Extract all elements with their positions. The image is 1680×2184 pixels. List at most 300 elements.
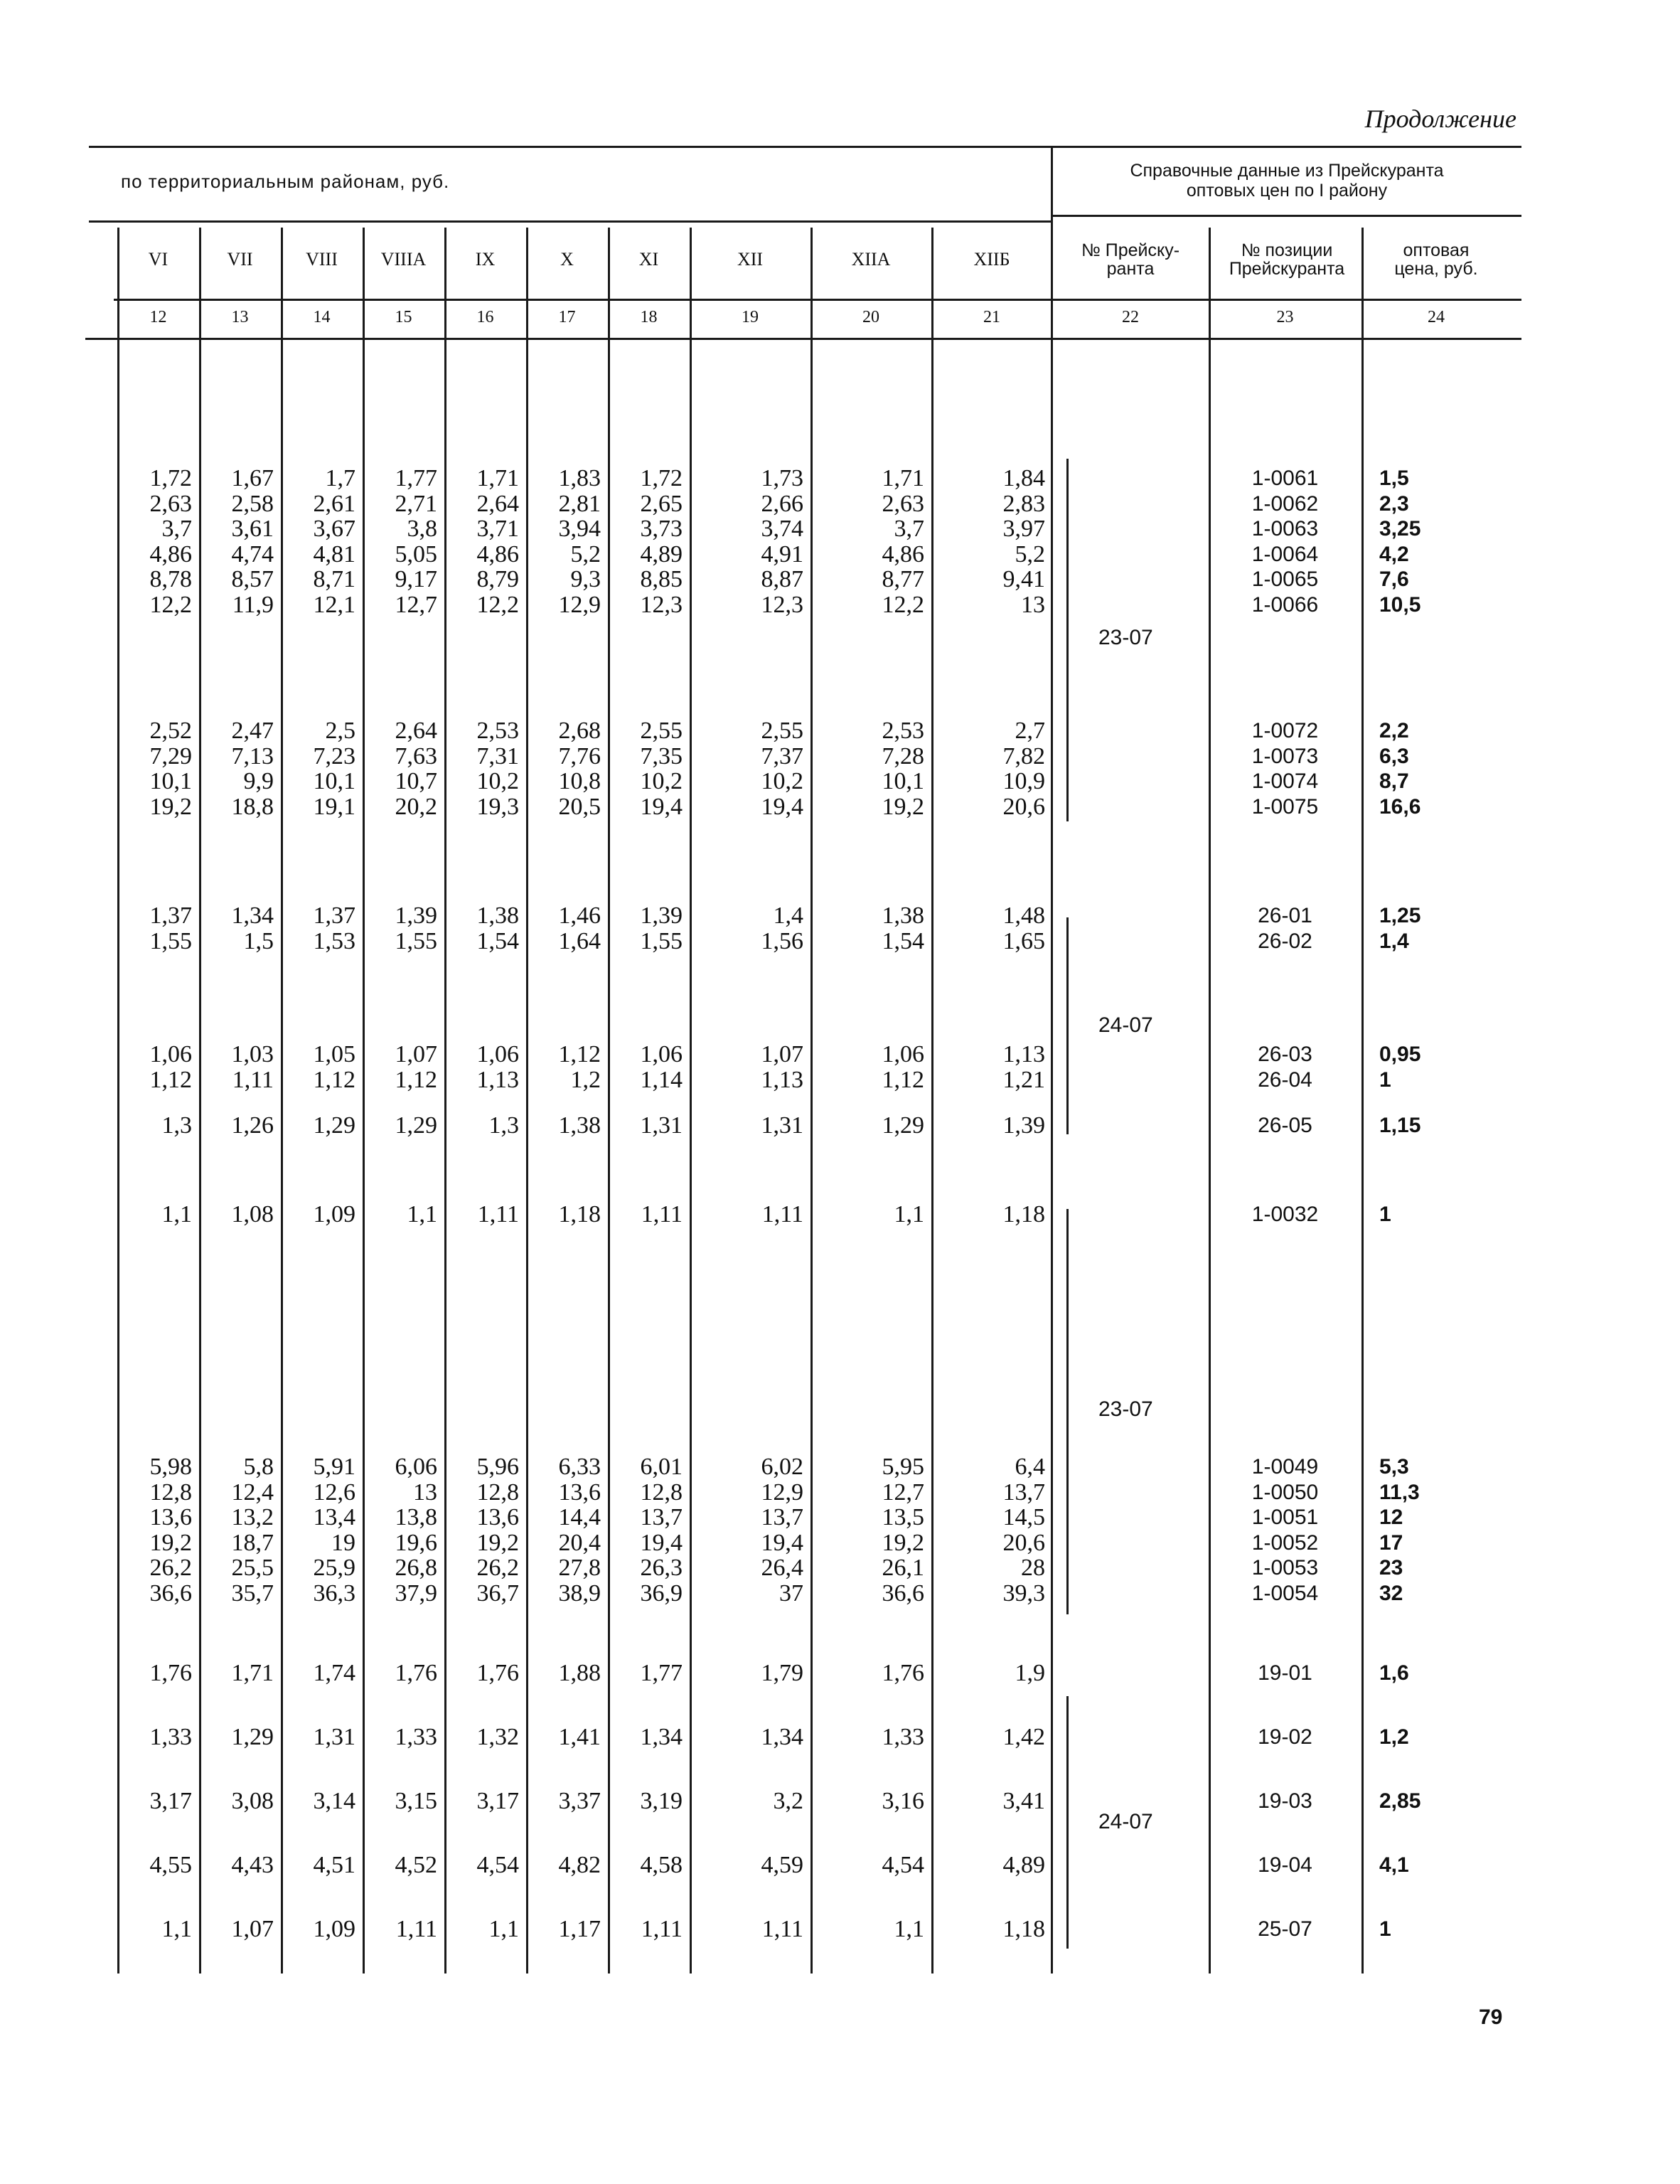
table-cell: 1,42 xyxy=(1002,1724,1045,1750)
table-cell: 1,12 xyxy=(882,1066,924,1093)
table-cell: 19,4 xyxy=(761,793,803,820)
table-cell: 3,17 xyxy=(476,1788,519,1814)
brace-1 xyxy=(1066,459,1076,821)
table-cell: 13,6 xyxy=(558,1479,601,1506)
table-cell: 1,71 xyxy=(231,1660,274,1686)
table-cell: 1,18 xyxy=(1002,1916,1045,1942)
table-cell: 1,11 xyxy=(761,1201,803,1227)
table-cell: 3,97 xyxy=(1002,516,1045,542)
table-cell: 12,2 xyxy=(149,591,192,618)
table-cell: 7,28 xyxy=(882,742,924,769)
table-cell: 13 xyxy=(413,1479,437,1506)
position-cell: 19-03 xyxy=(1258,1789,1312,1813)
table-cell: 7,31 xyxy=(476,742,519,769)
table-cell: 19,1 xyxy=(313,793,355,820)
table-cell: 1,41 xyxy=(558,1724,601,1750)
table-cell: 19,4 xyxy=(761,1529,803,1556)
table-cell: 6,02 xyxy=(761,1454,803,1480)
brace-3 xyxy=(1066,1209,1076,1614)
table-cell: 1,29 xyxy=(882,1112,924,1139)
position-cell: 1-0061 xyxy=(1251,467,1319,490)
table-cell: 19 xyxy=(331,1529,355,1556)
table-cell: 1,9 xyxy=(1015,1660,1045,1686)
table-cell: 19,2 xyxy=(476,1529,519,1556)
table-cell: 2,58 xyxy=(231,490,274,517)
table-cell: 2,83 xyxy=(1002,490,1045,517)
table-cell: 2,65 xyxy=(640,490,683,517)
table-cell: 1,06 xyxy=(640,1041,683,1067)
price-cell: 1,5 xyxy=(1379,467,1409,490)
table-cell: 8,71 xyxy=(313,566,355,592)
table-cell: 10,2 xyxy=(640,768,683,794)
table-cell: 6,01 xyxy=(640,1454,683,1480)
table-cell: 13,2 xyxy=(231,1504,274,1530)
table-cell: 1,11 xyxy=(641,1916,683,1942)
price-cell: 2,2 xyxy=(1379,719,1409,742)
position-cell: 1-0072 xyxy=(1251,719,1319,742)
table-cell: 1,34 xyxy=(761,1724,803,1750)
col-header-15: VIIIA xyxy=(380,249,427,270)
col-number-18: 18 xyxy=(640,308,658,326)
table-cell: 37 xyxy=(779,1580,803,1607)
table-cell: 14,4 xyxy=(558,1504,601,1530)
table-cell: 1,31 xyxy=(313,1724,355,1750)
column-rule xyxy=(444,228,446,1973)
table-cell: 2,53 xyxy=(882,718,924,744)
table-cell: 5,8 xyxy=(243,1454,274,1480)
col-header-17: X xyxy=(560,249,574,270)
table-cell: 6,4 xyxy=(1015,1454,1045,1480)
table-cell: 4,74 xyxy=(231,540,274,568)
column-rule xyxy=(608,228,610,1973)
table-cell: 26,4 xyxy=(761,1555,803,1581)
table-cell: 1,37 xyxy=(149,902,192,929)
table-cell: 1,55 xyxy=(640,927,683,954)
position-cell: 1-0052 xyxy=(1251,1530,1319,1555)
position-cell: 1-0064 xyxy=(1251,542,1319,566)
table-cell: 1,11 xyxy=(641,1201,683,1227)
table-cell: 4,86 xyxy=(476,540,519,568)
column-rule xyxy=(526,228,528,1973)
table-cell: 5,2 xyxy=(570,540,601,568)
table-cell: 1,38 xyxy=(882,902,924,929)
column-rule xyxy=(690,228,692,1973)
table-cell: 36,3 xyxy=(313,1580,355,1607)
table-cell: 6,33 xyxy=(558,1454,601,1480)
table-cell: 13,7 xyxy=(1002,1479,1045,1506)
table-cell: 13,4 xyxy=(313,1504,355,1530)
table-cell: 12,8 xyxy=(476,1479,519,1506)
table-cell: 4,54 xyxy=(476,1852,519,1878)
table-cell: 1,13 xyxy=(476,1066,519,1093)
table-cell: 1,77 xyxy=(640,1660,683,1686)
col-number-14: 14 xyxy=(313,308,331,326)
table-cell: 1,1 xyxy=(407,1201,437,1227)
table-cell: 3,67 xyxy=(313,516,355,542)
table-cell: 18,7 xyxy=(231,1529,274,1556)
table-cell: 19,4 xyxy=(640,1529,683,1556)
position-cell: 26-02 xyxy=(1258,929,1312,953)
table-cell: 20,5 xyxy=(558,793,601,820)
position-cell: 26-03 xyxy=(1258,1043,1312,1066)
table-cell: 1,48 xyxy=(1002,902,1045,929)
table-cell: 19,2 xyxy=(149,1529,192,1556)
table-cell: 1,12 xyxy=(395,1066,437,1093)
table-cell: 12,3 xyxy=(640,591,683,618)
table-cell: 13,5 xyxy=(882,1504,924,1530)
table-cell: 1,13 xyxy=(761,1066,803,1093)
table-cell: 3,15 xyxy=(395,1788,437,1814)
column-rule xyxy=(117,228,119,1973)
table-cell: 8,87 xyxy=(761,566,803,592)
position-cell: 1-0050 xyxy=(1251,1480,1319,1504)
continuation-label: Продолжение xyxy=(1364,105,1516,133)
table-cell: 4,91 xyxy=(761,540,803,568)
table-cell: 3,71 xyxy=(476,516,519,542)
col-header-19: XII xyxy=(737,249,764,270)
table-cell: 38,9 xyxy=(558,1580,601,1607)
right-header-title-1: Справочные данные из Прейскуранта xyxy=(1130,161,1444,181)
table-cell: 2,68 xyxy=(558,718,601,744)
table-cell: 1,06 xyxy=(882,1041,924,1067)
col-header-14: VIII xyxy=(306,249,338,270)
table-cell: 1,12 xyxy=(558,1041,601,1067)
price-cell: 5,3 xyxy=(1379,1455,1409,1479)
table-cell: 10,1 xyxy=(313,768,355,794)
table-cell: 1,54 xyxy=(882,927,924,954)
table-cell: 2,52 xyxy=(149,718,192,744)
position-cell: 19-04 xyxy=(1258,1853,1312,1877)
price-cell: 1,4 xyxy=(1379,929,1409,953)
position-cell: 1-0073 xyxy=(1251,744,1319,768)
table-cell: 5,96 xyxy=(476,1454,519,1480)
table-cell: 8,78 xyxy=(149,566,192,592)
table-cell: 35,7 xyxy=(231,1580,274,1607)
table-cell: 1,09 xyxy=(313,1916,355,1942)
table-cell: 2,47 xyxy=(231,718,274,744)
table-cell: 1,4 xyxy=(773,902,803,929)
col-number-13: 13 xyxy=(231,308,249,326)
table-cell: 3,7 xyxy=(894,516,924,542)
price-cell: 32 xyxy=(1379,1581,1403,1605)
table-cell: 2,64 xyxy=(476,490,519,517)
table-cell: 1,26 xyxy=(231,1112,274,1139)
table-cell: 1,07 xyxy=(761,1041,803,1067)
col-23-header-2: Прейскуранта xyxy=(1229,259,1345,279)
col-number-17: 17 xyxy=(558,308,576,326)
table-cell: 10,8 xyxy=(558,768,601,794)
table-cell: 1,53 xyxy=(313,927,355,954)
table-cell: 1,1 xyxy=(488,1916,519,1942)
table-cell: 19,2 xyxy=(882,1529,924,1556)
col-header-13: VII xyxy=(227,249,253,270)
table-cell: 1,1 xyxy=(161,1201,192,1227)
table-cell: 1,38 xyxy=(476,902,519,929)
table-cell: 25,5 xyxy=(231,1555,274,1581)
position-cell: 1-0054 xyxy=(1251,1581,1319,1605)
table-cell: 1,18 xyxy=(558,1201,601,1227)
table-cell: 20,6 xyxy=(1002,1529,1045,1556)
table-cell: 13 xyxy=(1021,591,1045,618)
table-cell: 1,11 xyxy=(761,1916,803,1942)
col-header-12: VI xyxy=(148,249,168,270)
table-cell: 10,2 xyxy=(476,768,519,794)
table-cell: 1,06 xyxy=(476,1041,519,1067)
table-cell: 10,9 xyxy=(1002,768,1045,794)
table-cell: 14,5 xyxy=(1002,1504,1045,1530)
table-cell: 12,3 xyxy=(761,591,803,618)
table-cell: 1,07 xyxy=(395,1041,437,1067)
table-cell: 20,2 xyxy=(395,793,437,820)
right-header-title-2: оптовых цен по I району xyxy=(1186,181,1388,201)
table-cell: 1,79 xyxy=(761,1660,803,1686)
position-cell: 1-0053 xyxy=(1251,1556,1319,1580)
price-cell: 1,6 xyxy=(1379,1661,1409,1685)
table-cell: 4,54 xyxy=(882,1852,924,1878)
table-cell: 20,6 xyxy=(1002,793,1045,820)
table-cell: 12,1 xyxy=(313,591,355,618)
table-cell: 2,53 xyxy=(476,718,519,744)
table-cell: 12,7 xyxy=(395,591,437,618)
position-cell: 26-05 xyxy=(1258,1114,1312,1137)
price-cell: 6,3 xyxy=(1379,744,1409,768)
table-cell: 4,86 xyxy=(149,540,192,568)
table-cell: 7,82 xyxy=(1002,742,1045,769)
table-cell: 11,9 xyxy=(232,591,274,618)
table-cell: 13,7 xyxy=(761,1504,803,1530)
column-rule xyxy=(931,228,933,1973)
price-cell: 0,95 xyxy=(1379,1043,1421,1066)
table-cell: 1,37 xyxy=(313,902,355,929)
table-cell: 12,9 xyxy=(558,591,601,618)
table-cell: 4,51 xyxy=(313,1852,355,1878)
table-cell: 4,55 xyxy=(149,1852,192,1878)
table-cell: 3,8 xyxy=(407,516,437,542)
table-cell: 1,39 xyxy=(640,902,683,929)
col-number-20: 20 xyxy=(862,308,879,326)
table-cell: 1,05 xyxy=(313,1041,355,1067)
position-cell: 19-01 xyxy=(1258,1661,1312,1685)
price-cell: 1,25 xyxy=(1379,904,1421,927)
table-cell: 36,9 xyxy=(640,1580,683,1607)
table-cell: 7,37 xyxy=(761,742,803,769)
price-cell: 1 xyxy=(1379,1917,1391,1941)
table-cell: 3,16 xyxy=(882,1788,924,1814)
position-cell: 25-07 xyxy=(1258,1917,1312,1941)
table-cell: 26,2 xyxy=(476,1555,519,1581)
table-cell: 12,6 xyxy=(313,1479,355,1506)
table-cell: 7,23 xyxy=(313,742,355,769)
table-cell: 1,71 xyxy=(882,465,924,491)
column-rule xyxy=(1051,146,1053,1973)
price-cell: 8,7 xyxy=(1379,769,1409,793)
table-cell: 3,17 xyxy=(149,1788,192,1814)
table-cell: 9,17 xyxy=(395,566,437,592)
column-rule xyxy=(281,228,283,1973)
header-rule-left xyxy=(89,220,1052,223)
table-cell: 1,21 xyxy=(1002,1066,1045,1093)
table-cell: 1,34 xyxy=(640,1724,683,1750)
table-cell: 1,34 xyxy=(231,902,274,929)
price-cell: 1,15 xyxy=(1379,1114,1421,1137)
table-cell: 1,73 xyxy=(761,465,803,491)
table-cell: 10,1 xyxy=(882,768,924,794)
table-cell: 2,66 xyxy=(761,490,803,517)
table-cell: 2,63 xyxy=(149,490,192,517)
position-cell: 1-0032 xyxy=(1251,1203,1319,1226)
table-cell: 1,76 xyxy=(149,1660,192,1686)
table-cell: 1,46 xyxy=(558,902,601,929)
table-cell: 8,77 xyxy=(882,566,924,592)
table-cell: 4,89 xyxy=(1002,1852,1045,1878)
col-number-23: 23 xyxy=(1276,308,1294,326)
table-cell: 1,11 xyxy=(477,1201,519,1227)
pricelist-1: 23-07 xyxy=(1098,626,1153,649)
price-cell: 1 xyxy=(1379,1067,1391,1092)
table-cell: 1,3 xyxy=(488,1112,519,1139)
table-cell: 13,6 xyxy=(149,1504,192,1530)
table-cell: 2,64 xyxy=(395,718,437,744)
position-cell: 26-01 xyxy=(1258,904,1312,927)
column-rule xyxy=(363,228,365,1973)
table-cell: 27,8 xyxy=(558,1555,601,1581)
table-cell: 12,9 xyxy=(761,1479,803,1506)
table-cell: 3,73 xyxy=(640,516,683,542)
table-cell: 2,7 xyxy=(1015,718,1045,744)
table-cell: 4,86 xyxy=(882,540,924,568)
table-cell: 39,3 xyxy=(1002,1580,1045,1607)
table-cell: 36,7 xyxy=(476,1580,519,1607)
table-cell: 3,2 xyxy=(773,1788,803,1814)
table-cell: 1,33 xyxy=(395,1724,437,1750)
table-cell: 1,65 xyxy=(1002,927,1045,954)
table-cell: 1,88 xyxy=(558,1660,601,1686)
col-header-20: XIIA xyxy=(851,249,891,270)
table-cell: 13,8 xyxy=(395,1504,437,1530)
table-cell: 12,8 xyxy=(149,1479,192,1506)
page-number: 79 xyxy=(1479,2005,1503,2029)
table-cell: 12,8 xyxy=(640,1479,683,1506)
table-cell: 1,11 xyxy=(395,1916,437,1942)
col-header-21: XIIБ xyxy=(973,249,1010,270)
column-rule xyxy=(810,228,813,1973)
col-number-19: 19 xyxy=(742,308,759,326)
table-cell: 3,74 xyxy=(761,516,803,542)
table-cell: 36,6 xyxy=(882,1580,924,1607)
position-cell: 1-0049 xyxy=(1251,1455,1319,1479)
left-header-title: по территориальным районам, руб. xyxy=(121,171,450,192)
table-cell: 10,1 xyxy=(149,768,192,794)
table-cell: 3,19 xyxy=(640,1788,683,1814)
col-number-15: 15 xyxy=(395,308,412,326)
table-cell: 1,03 xyxy=(231,1041,274,1067)
table-cell: 2,61 xyxy=(313,490,355,517)
table-cell: 19,3 xyxy=(476,793,519,820)
price-cell: 4,2 xyxy=(1379,542,1409,566)
table-cell: 2,5 xyxy=(325,718,355,744)
table-cell: 12,2 xyxy=(882,591,924,618)
table-cell: 1,54 xyxy=(476,927,519,954)
brace-2 xyxy=(1066,917,1076,1134)
table-cell: 2,55 xyxy=(640,718,683,744)
table-cell: 1,76 xyxy=(882,1660,924,1686)
table-cell: 26,3 xyxy=(640,1555,683,1581)
table-cell: 1,76 xyxy=(395,1660,437,1686)
table-cell: 1,18 xyxy=(1002,1201,1045,1227)
table-cell: 3,14 xyxy=(313,1788,355,1814)
table-cell: 25,9 xyxy=(313,1555,355,1581)
table-cell: 1,74 xyxy=(313,1660,355,1686)
price-cell: 1 xyxy=(1379,1203,1391,1226)
table-cell: 1,1 xyxy=(894,1201,924,1227)
table-cell: 8,85 xyxy=(640,566,683,592)
table-cell: 1,07 xyxy=(231,1916,274,1942)
table-cell: 7,63 xyxy=(395,742,437,769)
table-cell: 1,5 xyxy=(243,927,274,954)
table-cell: 1,32 xyxy=(476,1724,519,1750)
price-cell: 23 xyxy=(1379,1556,1403,1580)
table-cell: 4,59 xyxy=(761,1852,803,1878)
table-cell: 19,4 xyxy=(640,793,683,820)
header-rule-bottom xyxy=(85,338,1521,340)
table-cell: 1,64 xyxy=(558,927,601,954)
price-cell: 2,85 xyxy=(1379,1789,1421,1813)
table-cell: 13,7 xyxy=(640,1504,683,1530)
price-cell: 10,5 xyxy=(1379,592,1421,617)
table-cell: 1,67 xyxy=(231,465,274,491)
position-cell: 1-0066 xyxy=(1251,592,1319,617)
table-cell: 1,72 xyxy=(149,465,192,491)
table-cell: 1,2 xyxy=(570,1066,601,1093)
table-cell: 1,39 xyxy=(1002,1112,1045,1139)
position-cell: 1-0051 xyxy=(1251,1506,1319,1529)
position-cell: 1-0062 xyxy=(1251,491,1319,516)
table-cell: 28 xyxy=(1021,1555,1045,1581)
col-24-header-1: оптовая xyxy=(1403,240,1470,260)
position-cell: 1-0063 xyxy=(1251,517,1319,540)
table-cell: 5,91 xyxy=(313,1454,355,1480)
table-cell: 1,12 xyxy=(313,1066,355,1093)
col-number-16: 16 xyxy=(476,308,494,326)
table-cell: 1,06 xyxy=(149,1041,192,1067)
table-cell: 5,98 xyxy=(149,1454,192,1480)
table-cell: 10,7 xyxy=(395,768,437,794)
header-rule-mid xyxy=(114,299,1521,301)
header-rule-right xyxy=(1052,215,1521,217)
col-22-header-1: № Прейску- xyxy=(1081,240,1180,260)
table-cell: 1,08 xyxy=(231,1201,274,1227)
top-rule xyxy=(89,146,1521,148)
table-cell: 5,95 xyxy=(882,1454,924,1480)
table-cell: 5,2 xyxy=(1015,540,1045,568)
position-cell: 19-02 xyxy=(1258,1725,1312,1749)
table-cell: 4,43 xyxy=(231,1852,274,1878)
table-cell: 4,81 xyxy=(313,540,355,568)
table-cell: 12,7 xyxy=(882,1479,924,1506)
table-cell: 1,76 xyxy=(476,1660,519,1686)
col-24-header-2: цена, руб. xyxy=(1394,259,1478,279)
pricelist-2: 24-07 xyxy=(1098,1013,1153,1037)
table-cell: 1,71 xyxy=(476,465,519,491)
table-cell: 2,55 xyxy=(761,718,803,744)
position-cell: 26-04 xyxy=(1258,1067,1312,1092)
col-header-18: XI xyxy=(638,249,659,270)
table-cell: 18,8 xyxy=(231,793,274,820)
table-cell: 19,6 xyxy=(395,1529,437,1556)
table-cell: 1,31 xyxy=(640,1112,683,1139)
col-number-21: 21 xyxy=(983,308,1000,326)
table-cell: 1,83 xyxy=(558,465,601,491)
